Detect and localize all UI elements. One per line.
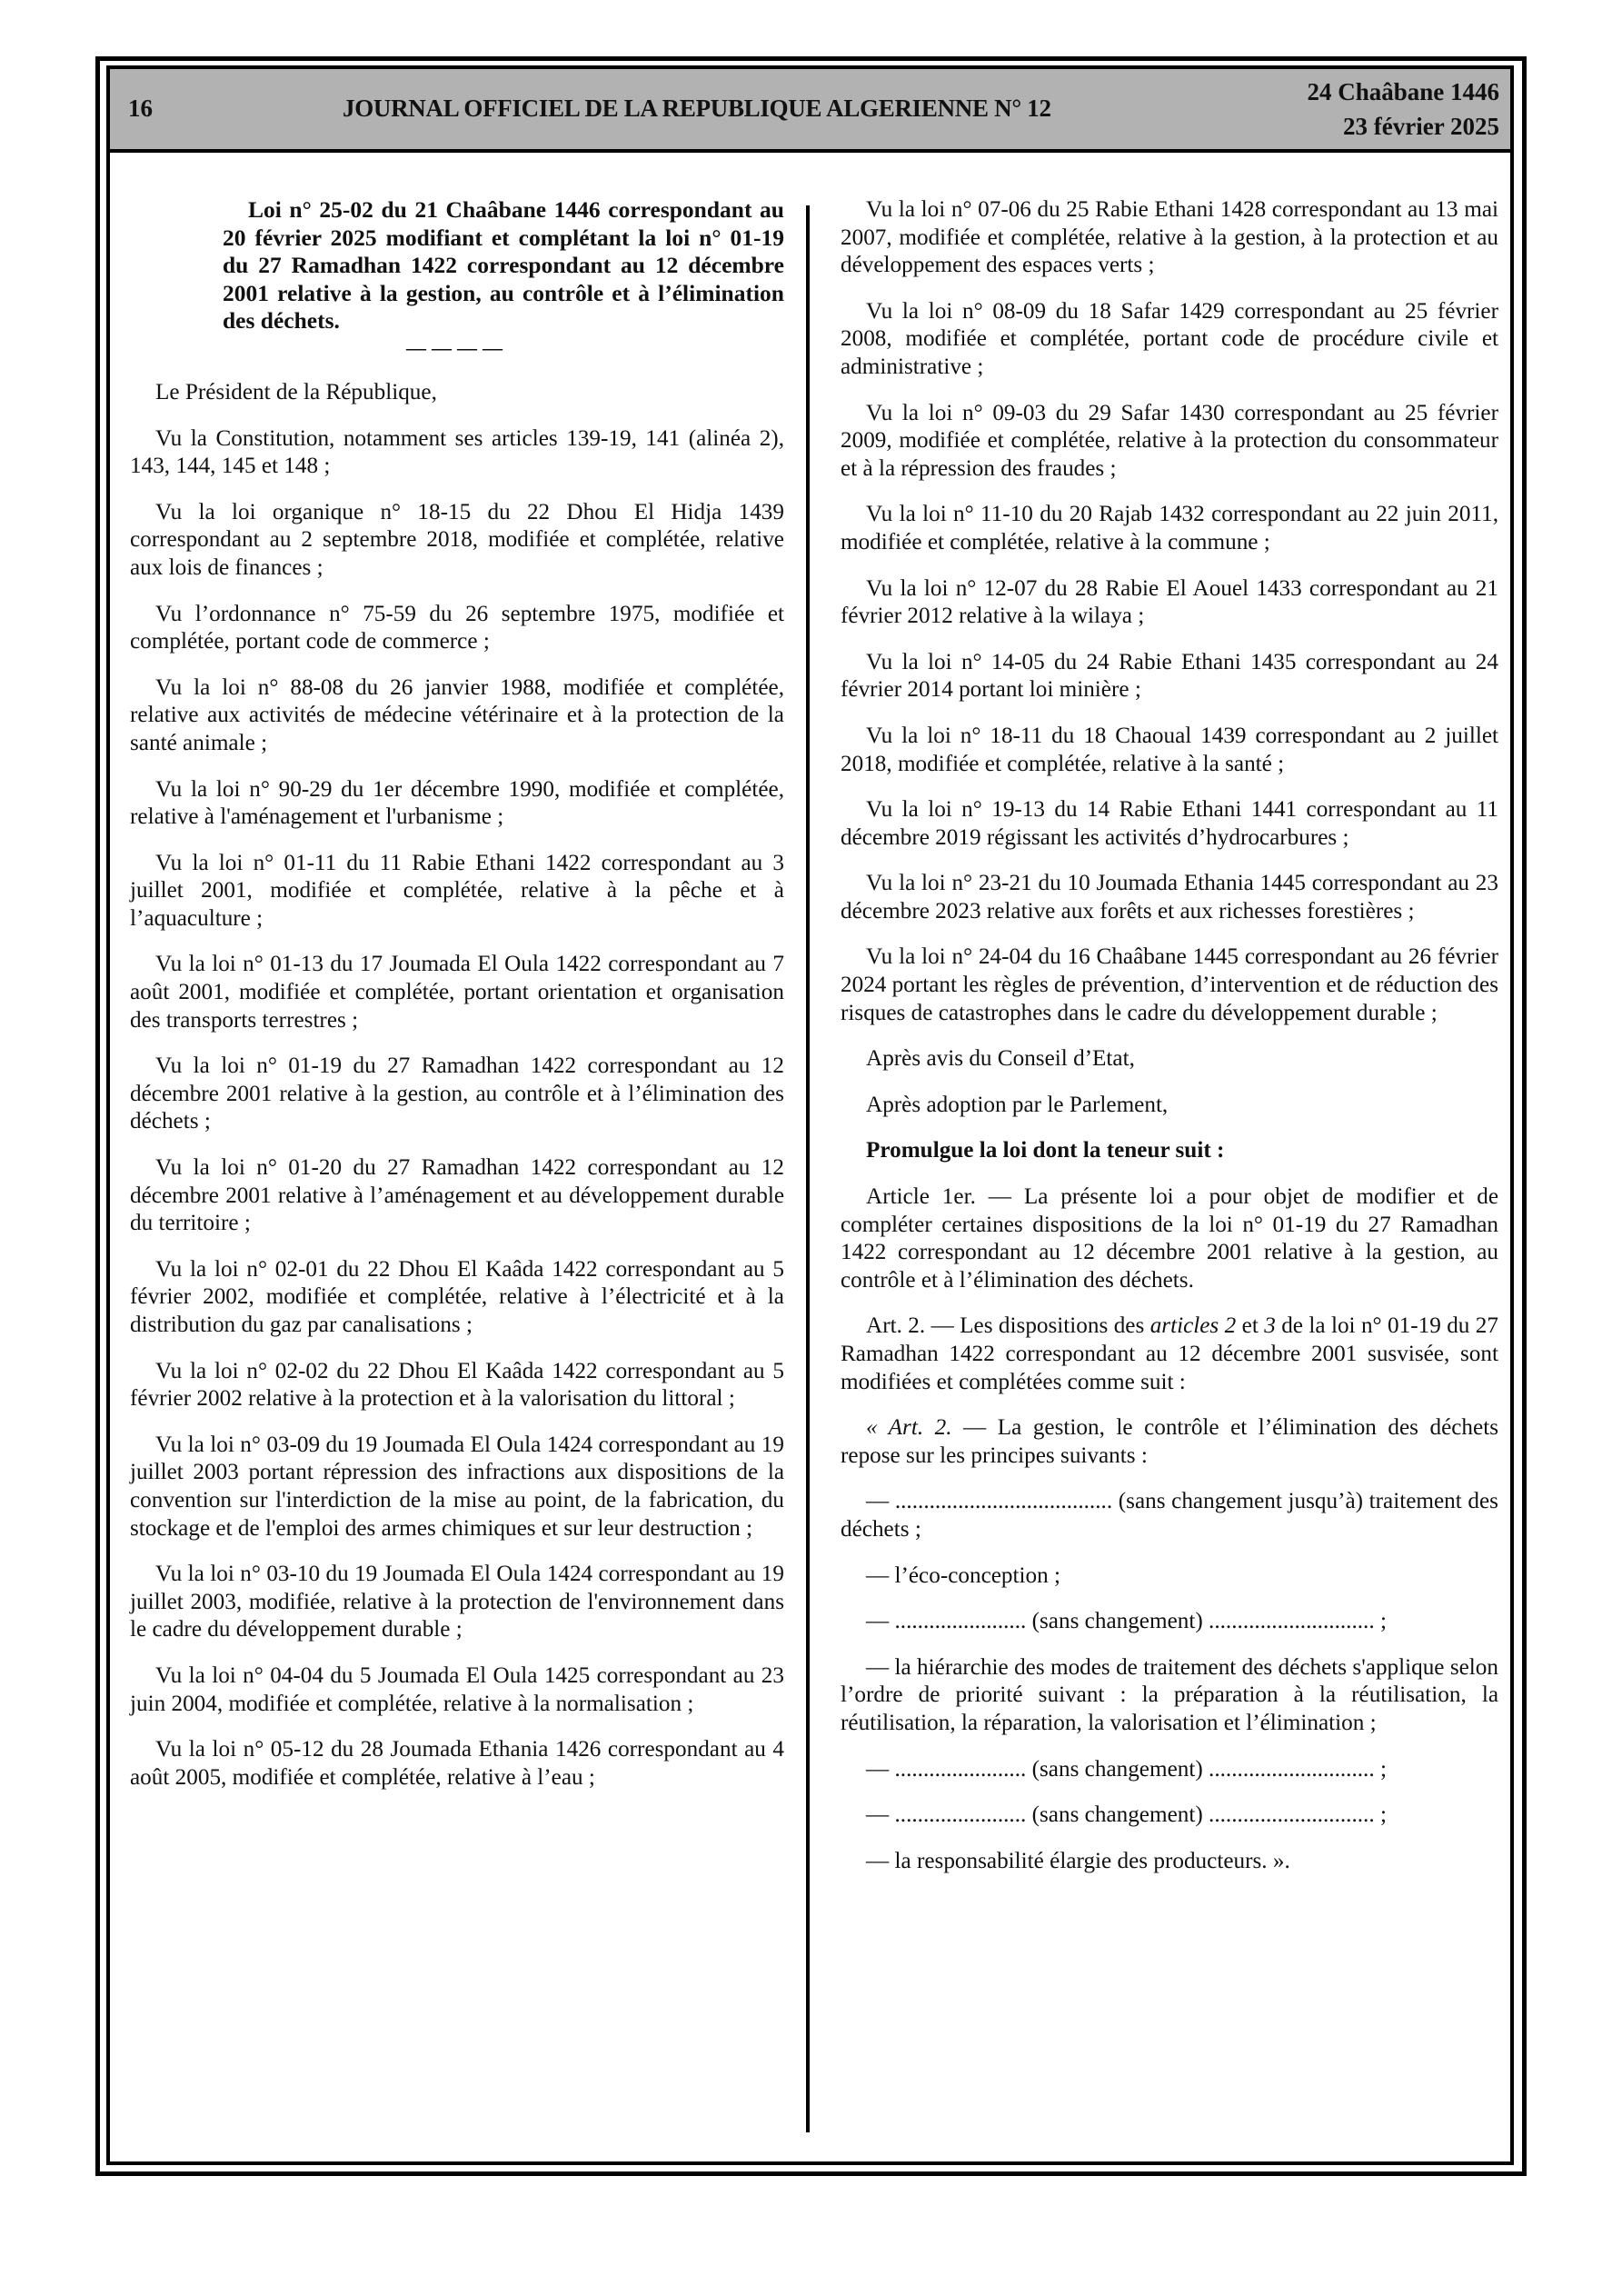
- paragraph: Vu la loi n° 05-12 du 28 Joumada Ethania 1426 correspondant au 4 août 2005, modifiée et complétée, relative à l’eau ;: [130, 1737, 784, 1790]
- article-2-text: Art. 2. — Les dispositions des: [866, 1313, 1150, 1339]
- paragraph: Vu la loi n° 03-09 du 19 Joumada El Oula 1424 correspondant au 19 juillet 2003 portant répression des infractions aux dispositions de la convention sur l'interdiction de la mise au point, de la fabrication, du stockage et de l'emploi des armes chimiques et sur leur destruction ;: [130, 1432, 784, 1541]
- quoted-article-2: [841, 1414, 1498, 1470]
- issue-date: [1307, 75, 1499, 144]
- paragraph: Vu la loi n° 01-20 du 27 Ramadhan 1422 correspondant au 12 décembre 2001 relative à l’aménagement et au développement durable du territoire ;: [130, 1155, 784, 1236]
- bullet-item: — la hiérarchie des modes de traitement des déchets s'applique selon l’ordre de priorité suivant : la préparation à la réutilisation, la réutilisation, la réparation, la valorisation et l’élimination ;: [841, 1654, 1498, 1735]
- paragraph: Vu la loi organique n° 18-15 du 22 Dhou El Hidja 1439 correspondant au 2 septembre 2018, modifiée et complétée, relative aux lois de finances ;: [130, 499, 784, 580]
- quote-open: «: [866, 1415, 889, 1441]
- article-2-ref: articles 2: [1149, 1313, 1237, 1339]
- paragraph: Vu la loi n° 02-02 du 22 Dhou El Kaâda 1422 correspondant au 5 février 2002 relative à la protection et à la valorisation du littoral ;: [130, 1358, 784, 1412]
- date-hijri: 24 Chaâbane 1446: [1307, 78, 1499, 105]
- paragraph: Vu la loi n° 11-10 du 20 Rajab 1432 correspondant au 22 juin 2011, modifiée et complétée, relative à la commune ;: [841, 502, 1498, 554]
- journal-header: [110, 69, 1510, 153]
- article-2-text: et: [1236, 1313, 1265, 1339]
- paragraph: Vu la loi n° 14-05 du 24 Rabie Ethani 1435 correspondant au 24 février 2014 portant loi minière ;: [841, 649, 1498, 703]
- promulgation-formula: Promulgue la loi dont la teneur suit :: [866, 1138, 1225, 1163]
- title-separator: ————: [406, 335, 508, 359]
- paragraph: Après adoption par le Parlement,: [866, 1092, 1169, 1117]
- bullet-item: — ....................... (sans changement) ............................. ;: [866, 1609, 1387, 1634]
- page-number: 16: [128, 95, 153, 122]
- paragraph: Le Président de la République,: [155, 379, 437, 404]
- paragraph: Vu la loi n° 02-01 du 22 Dhou El Kaâda 1422 correspondant au 5 février 2002, modifiée et complétée, relative à l’électricité et à la distribution du gaz par canalisations ;: [130, 1256, 784, 1337]
- right-column: [841, 196, 1498, 1893]
- paragraph: Vu l’ordonnance n° 75-59 du 26 septembre 1975, modifiée et complétée, portant code de commerce ;: [130, 601, 784, 654]
- bullet-item: — ...................................... (sans changement jusqu’à) traitement des déchets ;: [841, 1489, 1498, 1542]
- paragraph: Après avis du Conseil d’Etat,: [866, 1046, 1135, 1072]
- article-2: [841, 1313, 1498, 1396]
- law-title: Loi n° 25-02 du 21 Chaâbane 1446 correspondant au 20 février 2025 modifiant et complétant la loi n° 01-19 du 27 Ramadhan 1422 correspondant au 12 décembre 2001 relative à la gestion, au contrôle et à l’élimination des déchets.: [223, 196, 784, 334]
- paragraph: Vu la loi n° 07-06 du 25 Rabie Ethani 1428 correspondant au 13 mai 2007, modifiée et complétée, relative à la gestion, à la protection et au développement des espaces verts ;: [841, 197, 1498, 278]
- paragraph: Vu la loi n° 24-04 du 16 Chaâbane 1445 correspondant au 26 février 2024 portant les règles de prévention, d’intervention et de réduction des risques de catastrophes dans le cadre du développement durable ;: [841, 944, 1498, 1025]
- paragraph: Vu la Constitution, notamment ses articles 139-19, 141 (alinéa 2), 143, 144, 145 et 148 ;: [130, 425, 784, 479]
- paragraph: Vu la loi n° 18-11 du 18 Chaoual 1439 correspondant au 2 juillet 2018, modifiée et complétée, relative à la santé ;: [841, 723, 1498, 776]
- bullet-item: — ....................... (sans changement) ............................. ;: [866, 1756, 1387, 1782]
- paragraph: Vu la loi n° 12-07 du 28 Rabie El Aouel 1433 correspondant au 21 février 2012 relative à la wilaya ;: [841, 575, 1498, 629]
- article-2-text: de la loi n° 01-19 du 27 Ramadhan 1422 correspondant au 12 décembre 2001 susvisée, sont modifiées et complétées comme suit :: [841, 1313, 1498, 1394]
- paragraph: Vu la loi n° 01-13 du 17 Joumada El Oula 1422 correspondant au 7 août 2001, modifiée et complétée, portant orientation et organisation des transports terrestres ;: [130, 952, 784, 1033]
- left-column: [130, 196, 784, 1810]
- journal-title: JOURNAL OFFICIEL DE LA REPUBLIQUE ALGERIENNE N° 12: [343, 95, 1051, 122]
- bullet-item: — ....................... (sans changement) ............................. ;: [866, 1802, 1387, 1828]
- paragraph: Vu la loi n° 03-10 du 19 Joumada El Oula 1424 correspondant au 19 juillet 2003, modifiée, relative à la protection de l'environnement dans le cadre du développement durable ;: [130, 1562, 784, 1642]
- paragraph: Vu la loi n° 01-11 du 11 Rabie Ethani 1422 correspondant au 3 juillet 2001, modifiée et complétée, relative à la pêche et à l’aquaculture ;: [130, 850, 784, 931]
- paragraph: Vu la loi n° 88-08 du 26 janvier 1988, modifiée et complétée, relative aux activités de médecine vétérinaire et à la protection de la santé animale ;: [130, 674, 784, 755]
- paragraph: Vu la loi n° 04-04 du 5 Joumada El Oula 1425 correspondant au 23 juin 2004, modifiée et complétée, relative à la normalisation ;: [130, 1662, 784, 1716]
- date-gregorian: 23 février 2025: [1343, 113, 1499, 140]
- quoted-article-label: Art. 2.: [888, 1415, 952, 1441]
- column-divider: [806, 205, 810, 2132]
- paragraph: Vu la loi n° 90-29 du 1er décembre 1990, modifiée et complétée, relative à l'aménagement et l'urbanisme ;: [130, 776, 784, 830]
- paragraph: Vu la loi n° 19-13 du 14 Rabie Ethani 1441 correspondant au 11 décembre 2019 régissant les activités d’hydrocarbures ;: [841, 797, 1498, 850]
- article-1: Article 1er. — La présente loi a pour objet de modifier et de compléter certaines dispositions de la loi n° 01-19 du 27 Ramadhan 1422 correspondant au 12 décembre 2001 relative à la gestion, au contrôle et à l’élimination des déchets.: [841, 1184, 1498, 1293]
- bullet-item: — l’éco-conception ;: [866, 1562, 1061, 1588]
- article-2-ref: 3: [1264, 1313, 1276, 1339]
- paragraph: Vu la loi n° 09-03 du 29 Safar 1430 correspondant au 25 février 2009, modifiée et complétée, relative à la protection du consommateur et à la répression des fraudes ;: [841, 400, 1498, 481]
- paragraph: Vu la loi n° 08-09 du 18 Safar 1429 correspondant au 25 février 2008, modifiée et complétée, portant code de procédure civile et administrative ;: [841, 298, 1498, 379]
- paragraph: Vu la loi n° 23-21 du 10 Joumada Ethania 1445 correspondant au 23 décembre 2023 relative aux forêts et aux richesses forestières ;: [841, 871, 1498, 923]
- quoted-article-text: — La gestion, le contrôle et l’élimination des déchets repose sur les principes suivants :: [841, 1415, 1499, 1468]
- bullet-item: — la responsabilité élargie des producteurs. ».: [866, 1848, 1290, 1873]
- paragraph: Vu la loi n° 01-19 du 27 Ramadhan 1422 correspondant au 12 décembre 2001 relative à la gestion, au contrôle et à l’élimination des déchets ;: [130, 1053, 784, 1134]
